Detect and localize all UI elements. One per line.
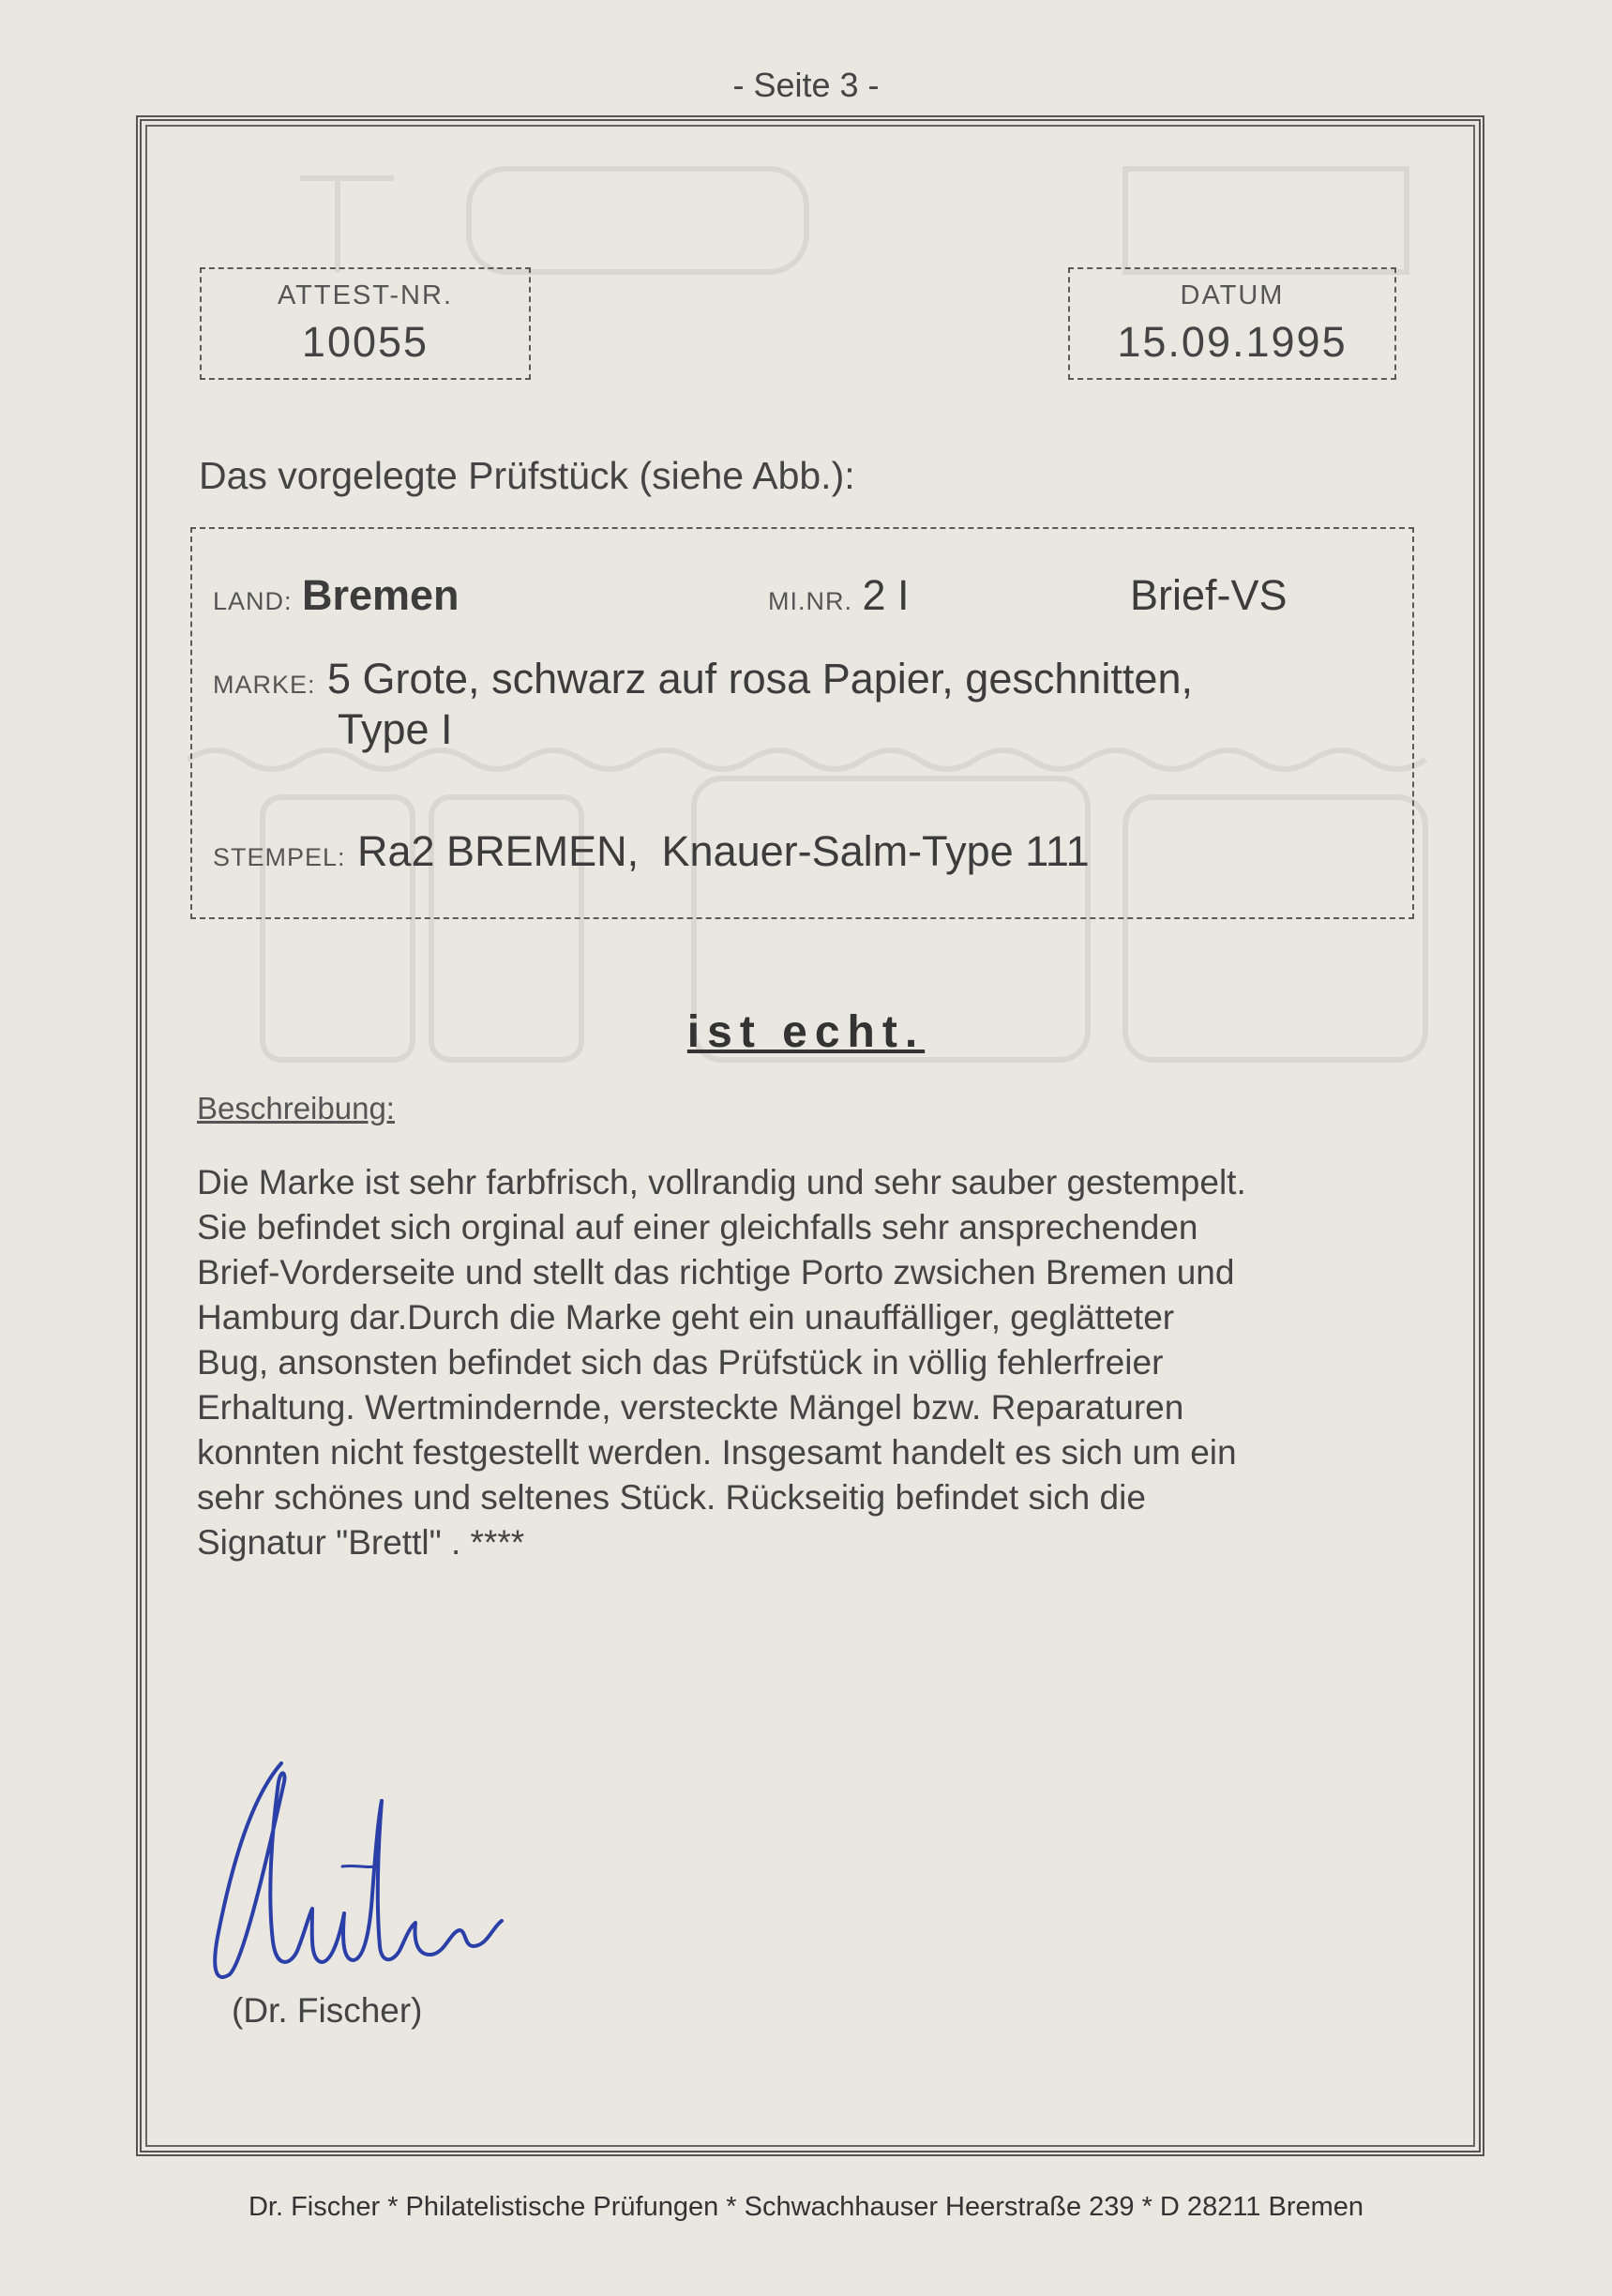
marke-value: 5 Grote, schwarz auf rosa Papier, geschnitten,: [326, 655, 1193, 702]
details-box: [190, 527, 1414, 919]
attest-number-value: 10055: [301, 318, 429, 366]
date-value: 15.09.1995: [1117, 318, 1348, 366]
signatory-name: (Dr. Fischer): [232, 1991, 423, 2030]
description-line: Sie befindet sich orginal auf einer gleichfalls sehr ansprechenden: [197, 1208, 1198, 1246]
attest-number-box: [200, 267, 531, 380]
marke-label: MARKE:: [213, 671, 316, 699]
stempel-type-value: Knauer-Salm-Type 111: [661, 827, 1090, 875]
land-value: Bremen: [301, 571, 459, 619]
description-body: [197, 1160, 1435, 1565]
description-line: konnten nicht festgestellt werden. Insgesamt handelt es sich um ein: [197, 1433, 1237, 1472]
handwritten-signature: [192, 1745, 530, 2026]
verdict-text: ist echt.: [686, 1007, 926, 1057]
land-label: LAND:: [213, 587, 293, 615]
land-row: [213, 571, 459, 620]
stempel-row: [213, 827, 1090, 876]
description-line: Brief-Vorderseite und stellt das richtige Porto zwsichen Bremen und: [197, 1253, 1235, 1292]
stempel-value: Ra2 BREMEN,: [357, 827, 640, 875]
mi-number-value: 2 I: [862, 571, 910, 619]
stempel-label: STEMPEL:: [213, 843, 346, 871]
page-number: - Seite 3 -: [732, 66, 880, 104]
description-heading: Beschreibung:: [197, 1091, 395, 1125]
description-line: Bug, ansonsten befindet sich das Prüfstück in völlig fehlerfreier: [197, 1343, 1164, 1382]
date-box: [1068, 267, 1396, 380]
description-line: Hamburg dar.Durch die Marke geht ein unauffälliger, geglätteter: [197, 1298, 1175, 1337]
date-label: DATUM: [1180, 280, 1285, 310]
verdict-wrapper: [0, 1006, 1612, 1058]
item-type-value: Brief-VS: [1130, 571, 1288, 619]
description-line: Signatur "Brettl" . ****: [197, 1523, 525, 1562]
intro-text: Das vorgelegte Prüfstück (siehe Abb.):: [199, 454, 855, 497]
footer-address: Dr. Fischer * Philatelistische Prüfungen * Schwachhauser Heerstraße 239 * D 28211 Bremen: [248, 2192, 1364, 2222]
description-line: Erhaltung. Wertmindernde, versteckte Mängel bzw. Reparaturen: [197, 1388, 1184, 1427]
mi-row: [768, 571, 910, 620]
marke-row: [213, 655, 1193, 703]
mi-number-label: MI.NR.: [768, 587, 852, 615]
marke-value-line2: Type I: [338, 705, 453, 753]
attest-number-label: ATTEST-NR.: [277, 280, 454, 310]
description-line: Die Marke ist sehr farbfrisch, vollrandig und sehr sauber gestempelt.: [197, 1163, 1246, 1201]
description-line: sehr schönes und seltenes Stück. Rückseitig befindet sich die: [197, 1478, 1146, 1517]
